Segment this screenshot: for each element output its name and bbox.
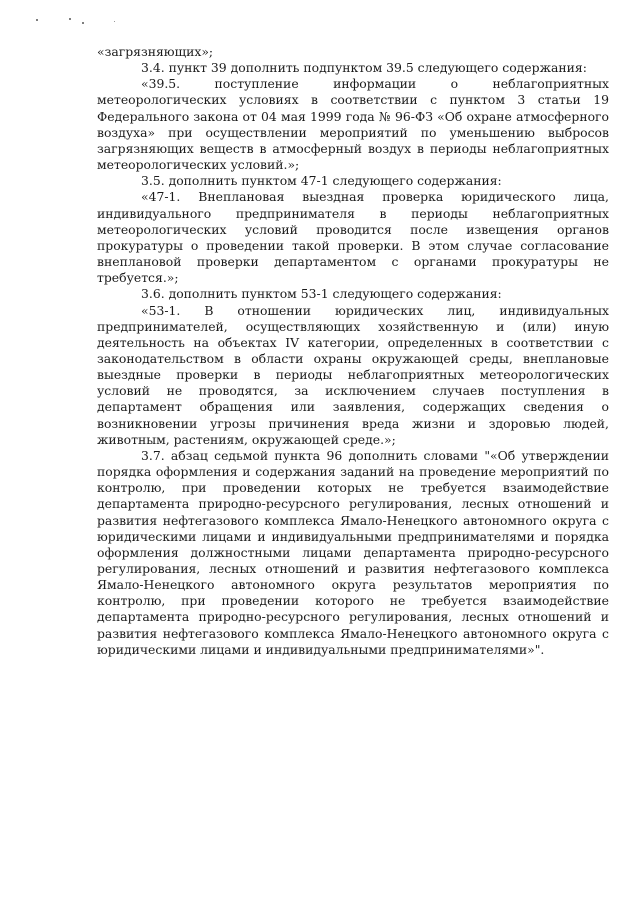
scan-speck bbox=[36, 19, 38, 21]
paragraph-item-3-4: 3.4. пункт 39 дополнить подпунктом 39.5 следующего содержания: bbox=[141, 60, 587, 76]
paragraph-item-3-7: 3.7. абзац седьмой пункта 96 дополнить словами "«Об утверждении порядка оформления и содержания заданий на проведение мероприятий по контролю, при проведении которых не требуется взаимодействие департамента природно-ресурсного регулирования, лесных отношений и развития нефтегазового комплекса Ямало-Ненецкого автономного округа с юридическими лицами и индивидуальными предпринимателями и порядка оформления должностными лицами департамента природно-ресурсного регулирования, лесных отношений и развития нефтегазового комплекса Ямало-Ненецкого автономного округа результатов мероприятия по контролю, при проведении которого не требуется взаимодействие департамента природно-ресурсного регулирования, лесных отношений и развития нефтегазового комплекса Ямало-Ненецкого автономного округа с юридическими лицами и индивидуальными предпринимателями»". bbox=[97, 447, 609, 657]
scan-speck bbox=[82, 22, 84, 24]
paragraph-item-3-6: 3.6. дополнить пунктом 53-1 следующего содержания: bbox=[141, 286, 502, 302]
paragraph-item-3-5: 3.5. дополнить пунктом 47-1 следующего содержания: bbox=[141, 173, 502, 189]
paragraph-continuation: «загрязняющих»; bbox=[97, 44, 214, 59]
scan-speck bbox=[69, 18, 71, 20]
scan-speck bbox=[114, 21, 115, 22]
document-body bbox=[97, 44, 609, 658]
paragraph-quote-47-1: «47-1. Внеплановая выездная проверка юридического лица, индивидуального предпринимателя в периоды неблагоприятных метеорологических условий проводится после извещения органов прокуратуры о проведении такой проверки. В этом случае согласование внеплановой проверки департаментом с органами прокуратуры не требуется.»; bbox=[97, 189, 609, 286]
paragraph-quote-39-5: «39.5. поступление информации о неблагоприятных метеорологических условиях в соответствии с пунктом 3 статьи 19 Федерального закона от 04 мая 1999 года № 96-ФЗ «Об охране атмосферного воздуха» при осуществлении мероприятий по уменьшению выбросов загрязняющих веществ в атмосферный воздух в периоды неблагоприятных метеорологических условий.»; bbox=[97, 76, 609, 173]
paragraph-quote-53-1: «53-1. В отношении юридических лиц, индивидуальных предпринимателей, осуществляющих хозяйственную и (или) иную деятельность на объектах IV категории, определенных в соответствии с законодательством в области охраны окружающей среды, внеплановые выездные проверки в периоды неблагоприятных метеорологических условий не проводятся, за исключением случаев поступления в департамент обращения или заявления, содержащих сведения о возникновении угрозы причинения вреда жизни и здоровью людей, животным, растениям, окружающей среде.»; bbox=[97, 302, 609, 447]
